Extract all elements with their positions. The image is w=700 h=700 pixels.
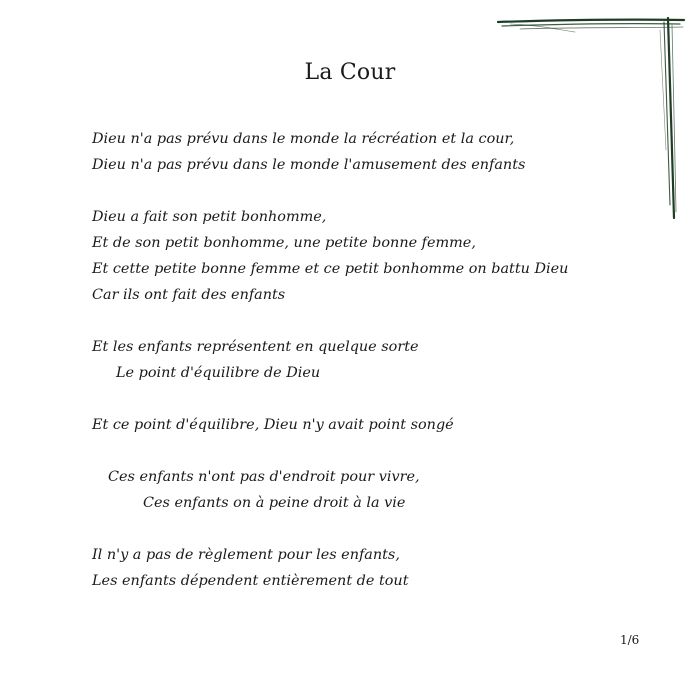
page-number: 1/6 bbox=[620, 633, 640, 647]
poem-line: Dieu a fait son petit bonhomme, bbox=[92, 209, 327, 225]
poem-line: Il n'y a pas de règlement pour les enfants, bbox=[92, 547, 400, 563]
poem-line: Ces enfants on à peine droit à la vie bbox=[143, 495, 406, 511]
poem-line: Et les enfants représentent en quelque sorte bbox=[92, 339, 419, 355]
poem-line: Ces enfants n'ont pas d'endroit pour vivre, bbox=[108, 469, 420, 485]
poem-line: Et cette petite bonne femme et ce petit bonhomme on battu Dieu bbox=[92, 261, 569, 277]
stanza-2 bbox=[92, 204, 652, 308]
poem-line: Et ce point d'équilibre, Dieu n'y avait point songé bbox=[92, 417, 454, 433]
poem-body bbox=[92, 126, 652, 620]
poem-line: Car ils ont fait des enfants bbox=[92, 287, 286, 303]
stanza-4 bbox=[92, 412, 652, 438]
poem-line: Dieu n'a pas prévu dans le monde la récréation et la cour, bbox=[92, 131, 515, 147]
stanza-6 bbox=[92, 542, 652, 594]
poem-line: Dieu n'a pas prévu dans le monde l'amusement des enfants bbox=[92, 157, 526, 173]
poem-title: La Cour bbox=[304, 60, 396, 85]
poem-line: Et de son petit bonhomme, une petite bonne femme, bbox=[92, 235, 476, 251]
poem-line: Les enfants dépendent entièrement de tout bbox=[92, 573, 409, 589]
stanza-5 bbox=[92, 464, 652, 516]
poem-line: Le point d'équilibre de Dieu bbox=[116, 365, 321, 381]
stanza-3 bbox=[92, 334, 652, 386]
stanza-1 bbox=[92, 126, 652, 178]
